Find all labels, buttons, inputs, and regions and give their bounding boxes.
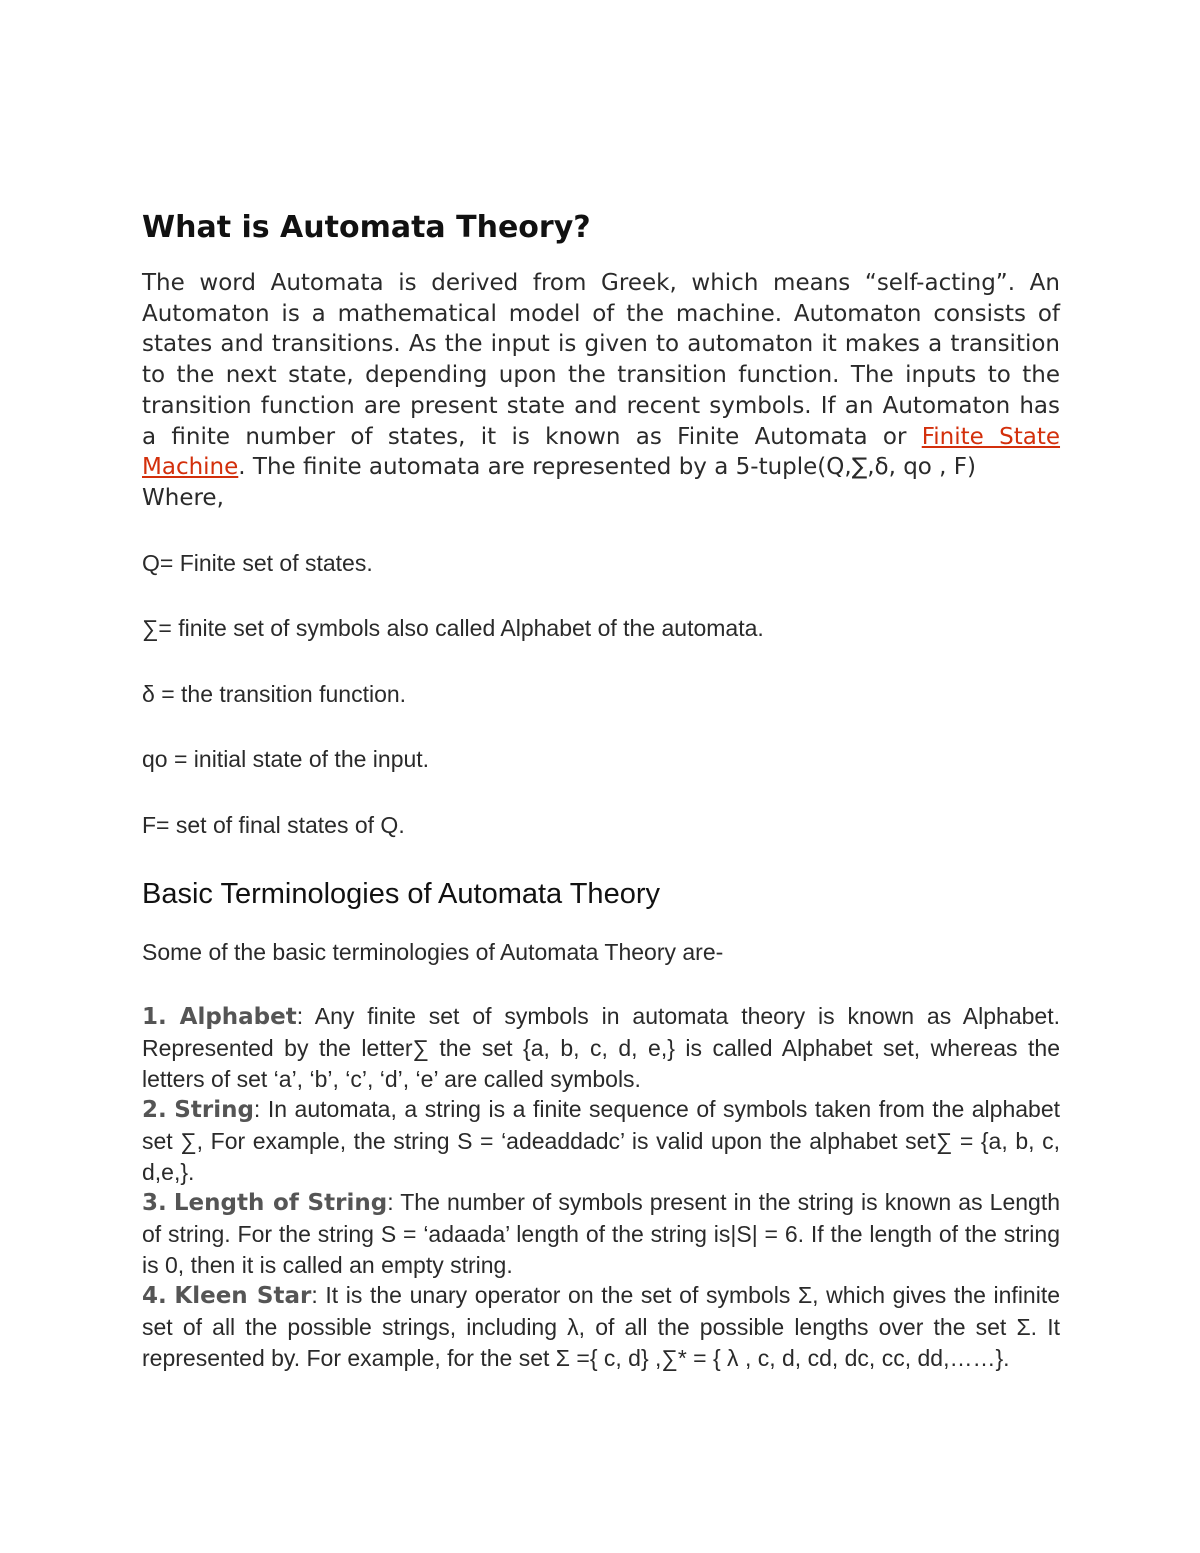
finite-state-machine-link[interactable]: Finite State Machine — [142, 423, 1061, 481]
page-title: What is Automata Theory? — [142, 210, 591, 245]
term-name: Length of String — [173, 1190, 388, 1217]
definition-item: ∑= finite set of symbols also called Alphabet of the automata. — [142, 615, 764, 642]
term-item — [142, 1001, 1060, 1094]
definition-item: δ = the transition function. — [142, 680, 407, 707]
term-text: : Any finite set of symbols in automata theory is known as Alphabet. Represented by the letter∑ the set {a, b, c, d, e,} is called Alphabet set, whereas the letters of set ‘a’, ‘b’, ‘c’, ‘d’, ‘e’ are called symbols. — [142, 1003, 1060, 1092]
section-title: Basic Terminologies of Automata Theory — [142, 878, 660, 911]
term-name: Kleen Star — [174, 1283, 312, 1310]
definition-item: Q= Finite set of states. — [142, 549, 373, 576]
term-text: : It is the unary operator on the set of symbols Σ, which gives the infinite set of all the possible strings, including λ, of all the possible lengths over the set Σ. It represented by. For example, for the set Σ ={ c, d} ,∑* = { λ , c, d, cd, dc, cc, dd,……}. — [142, 1282, 1061, 1371]
term-number: 2. — [142, 1097, 167, 1124]
intro-tuple-text: . The finite automata are represented by a 5-tuple(Q,∑,δ, qo , F) — [238, 454, 976, 481]
definitions-list — [142, 548, 1060, 840]
term-text: : In automata, a string is a finite sequence of symbols taken from the alphabet set ∑, For example, the string S = ‘adeaddadc’ is valid upon the alphabet set∑ = {a, b, c, d,e,}. — [142, 1096, 1061, 1185]
document-content — [142, 208, 1060, 1374]
definition-item: F= set of final states of Q. — [142, 811, 405, 838]
term-name: Alphabet — [179, 1004, 297, 1031]
term-number: 3. — [142, 1190, 167, 1217]
term-item — [142, 1280, 1060, 1373]
term-number: 4. — [142, 1283, 167, 1310]
term-item — [142, 1094, 1060, 1187]
definition-item: qo = initial state of the input. — [142, 746, 430, 773]
intro-text: The word Automata is derived from Greek, which means “self-acting”. An Automaton is a mathematical model of the machine. Automaton consists of states and transitions. As the input is given to automaton it makes a transition to the next state, depending upon the transition function. The inputs to the transition function are present state and recent symbols. If an Automaton has a finite number of states, it is known as Finite Automata or — [142, 270, 1060, 450]
term-text: : The number of symbols present in the string is known as Length of string. For the string S = ‘adaada’ length of the string is|S| = 6. If the length of the string is 0, then it is called an empty string. — [142, 1189, 1061, 1278]
term-number: 1. — [142, 1004, 167, 1031]
intro-paragraph — [142, 268, 1060, 514]
terms-list — [142, 1001, 1060, 1373]
term-name: String — [174, 1097, 254, 1124]
intro-where: Where, — [142, 484, 224, 511]
term-item — [142, 1187, 1060, 1280]
section-lead: Some of the basic terminologies of Automata Theory are- — [142, 939, 724, 966]
